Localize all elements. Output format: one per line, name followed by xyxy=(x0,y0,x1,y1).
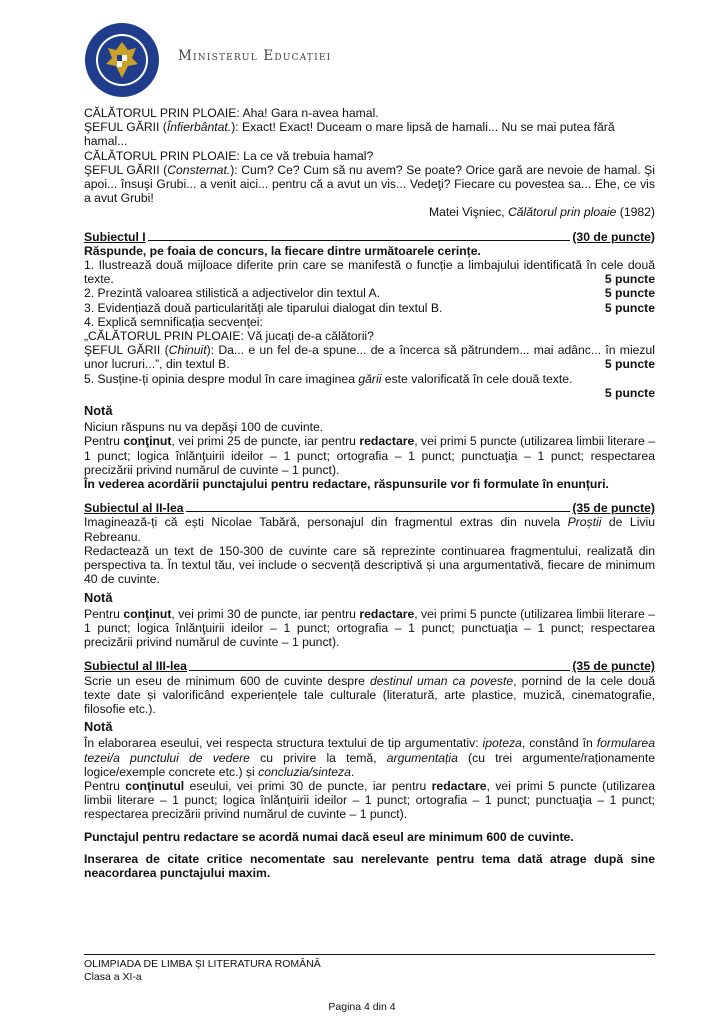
dialogue-line: ŞEFUL GĂRII (Înfierbântat.): Exact! Exact! Duceam o mare lipsă de hamali... Nu se mai putea fără hamal... xyxy=(84,120,615,149)
dialogue-line: CĂLĂTORUL PRIN PLOAIE: Aha! Gara n-avea hamal. xyxy=(84,106,379,120)
note-heading: Notă xyxy=(84,719,113,735)
task-text: Redactează un text de 150-300 de cuvinte care să reprezinte continuarea fragmentului, realizată din perspectiva ta. În textul tău, vei include o secvență descriptivă și una argumentativă, fiecare de minimum 40 de cuvinte. xyxy=(84,543,655,587)
instruction: Răspunde, pe foaia de concurs, la fiecare dintre următoarele cerințe. xyxy=(84,243,481,258)
question-3: 3. Evidențiază două particularități ale tiparului dialogat din textul B. 5 puncte xyxy=(84,300,655,315)
page-footer xyxy=(84,954,655,983)
note-text: Pentru conţinut, vei primi 25 de puncte, iar pentru redactare, vei primi 5 puncte (utilizarea limbii literare – 1 punct; logica înlănţuirii ideilor – 1 punct; ortografia – 1 punct; punctuaţia – 1 punct; respectarea precizării privind numărul de cuvinte – 1 punct). xyxy=(84,434,655,477)
ministry-name: Ministerul Educației xyxy=(178,48,332,64)
note-text: Pentru conţinut, vei primi 30 de puncte, iar pentru redactare, vei primi 5 puncte (utilizarea limbii literare – 1 punct; logica înlănţuirii ideilor – 1 punct; ortografia – 1 punct; punctuaţia – 1 punct; respectarea precizării privind numărul de cuvinte – 1 punct). xyxy=(84,606,655,650)
note-text: Niciun răspuns nu va depăşi 100 de cuvinte. xyxy=(84,420,324,435)
source-citation: Matei Vişniec, Călătorul prin ploaie (1982) xyxy=(428,205,655,220)
subiect-2-section xyxy=(84,501,655,649)
subiect-1-heading: Subiectul I (30 de puncte) xyxy=(84,229,655,244)
note-text: În vederea acordării punctajului pentru redactare, răspunsurile vor fi formulate în enunțuri. xyxy=(84,477,609,492)
footer-class: Clasa a XI-a xyxy=(84,970,142,983)
dialogue-line: CĂLĂTORUL PRIN PLOAIE: La ce vă trebuia hamal? xyxy=(84,148,374,163)
task-text: Imaginează-ți că ești Nicolae Tabără, personajul din fragmentul extras din nuvela Proștii de Liviu Rebreanu. xyxy=(84,515,655,544)
subiect-3-section xyxy=(84,659,655,880)
task-text: Scrie un eseu de minimum 600 de cuvinte despre destinul uman ca poveste, pornind de la cele două texte date și valorificând experiențele tale culturale (literatură, arte plastice, muzică, cinematografie, filosofie etc.). xyxy=(84,673,655,716)
scoring-rule: Inserarea de citate critice necomentate sau nerelevante pentru tema dată atrage după sine neacordarea punctajului maxim. xyxy=(84,851,655,880)
note-heading: Notă xyxy=(84,589,113,605)
note-heading: Notă xyxy=(84,403,113,419)
dialogue-fragment xyxy=(84,106,655,220)
subiect-2-heading: Subiectul al II-lea (35 de puncte) xyxy=(84,501,655,516)
question-2: 2. Prezintă valoarea stilistică a adjectivelor din textul A. 5 puncte xyxy=(84,286,655,301)
page-number: Pagina 4 din 4 xyxy=(328,1001,396,1013)
footer-olympiad: OLIMPIADA DE LIMBA ȘI LITERATURA ROMÂNĂ xyxy=(84,958,321,970)
scoring-rule: Punctajul pentru redactare se acordă numai dacă eseul are minimum 600 de cuvinte. xyxy=(84,829,574,844)
question-4: 4. Explică semnificația secvenței: xyxy=(84,314,263,329)
government-seal-icon xyxy=(84,22,160,98)
question-5: 5. Susține-ți opinia despre modul în care imaginea gării este valorificată în cele două texte. xyxy=(84,371,573,386)
document-body xyxy=(84,106,655,880)
note-text: În elaborarea eseului, vei respecta structura textului de tip argumentativ: ipoteza, constând în formularea tezei/a punctului de vedere cu privire la temă, argumentația (cu trei argumente/raționamente logice/exemple concrete etc.) și concluzia/sinteza. xyxy=(84,736,655,779)
note-text: Pentru conţinutul eseului, vei primi 30 de puncte, iar pentru redactare, vei primi 5 puncte (utilizarea limbii literare – 1 punct; logica înlănţuirii ideilor – 1 punct; ortografia – 1 punct; punctuaţia – 1 punct; respectarea precizării privind numărul de cuvinte – 1 punct). xyxy=(84,778,655,822)
page-header xyxy=(84,22,684,98)
question-4-quote: „CĂLĂTORUL PRIN PLOAIE: Vă jucați de-a călătorii? xyxy=(84,329,374,344)
subiect-3-heading: Subiectul al III-lea (35 de puncte) xyxy=(84,659,655,674)
question-4-quote: ŞEFUL GĂRII (Chinuit): Da... e un fel de-a spune... de a încerca să pătrundem... mai adânc... în miezul unor lucruri...”, din textul B. 5 puncte xyxy=(84,343,656,372)
question-1: 1. Ilustrează două mijloace diferite prin care se manifestă o funcție a limbajului identificată în cele două texte. 5 puncte xyxy=(84,258,655,287)
subiect-1-section xyxy=(84,230,655,492)
question-5-points: 5 puncte xyxy=(604,385,655,400)
dialogue-line: ŞEFUL GĂRII (Consternat.): Cum? Ce? Cum să nu avem? Se poate? Orice gară are nevoie de hamal. Şi apoi... însuşi Grubi... a venit aici... pentru că a avut un vis... Vedeţi? Fiecare cu povestea sa... Ehe, ce vis a avut Grubi! xyxy=(84,162,656,206)
